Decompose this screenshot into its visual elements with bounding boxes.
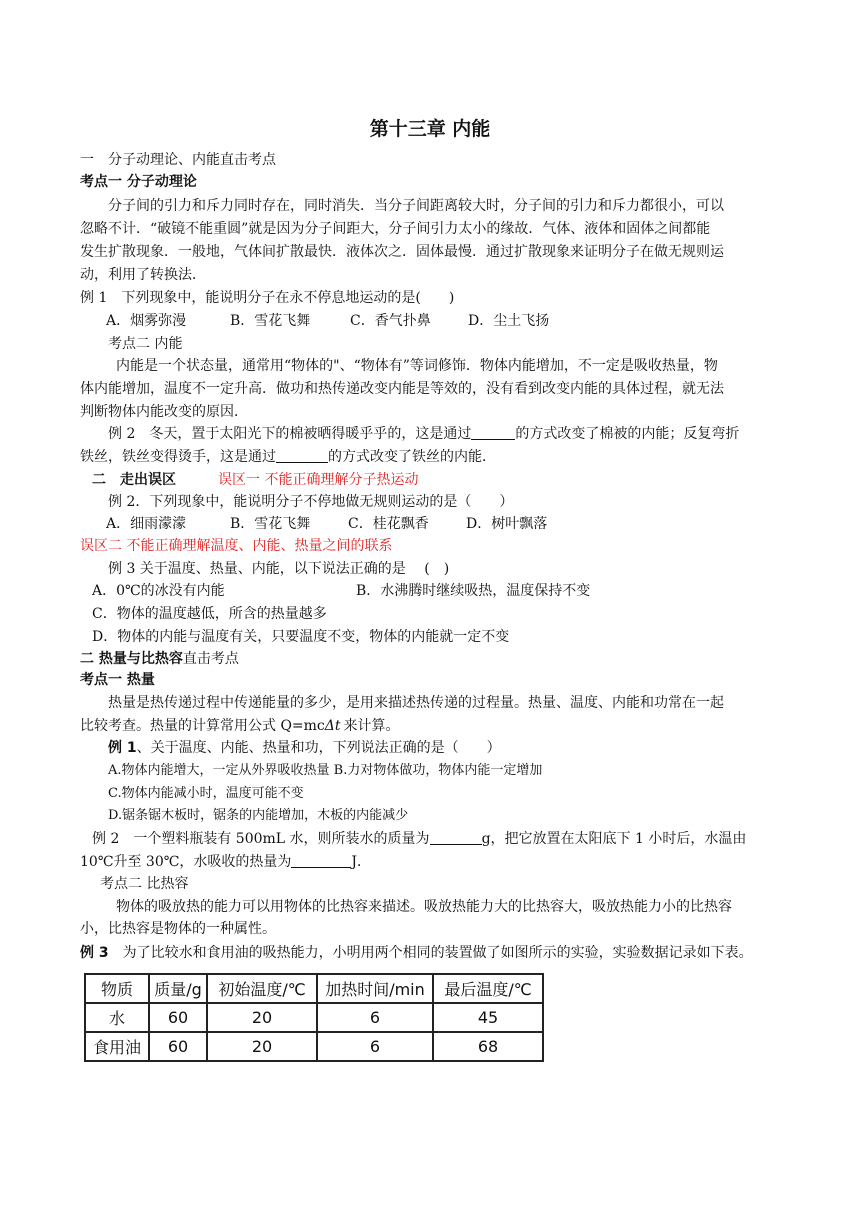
- question-text: J．: [351, 854, 372, 870]
- formula-text: 比较考查。热量的计算常用公式 Q=mc: [80, 718, 325, 734]
- example-label: 例 1: [108, 740, 137, 756]
- option-ab: A.物体内能增大，一定从外界吸收热量 B.力对物体做功，物体内能一定增加: [108, 763, 543, 778]
- delta-t-symbol: Δt: [324, 718, 341, 734]
- kaodian-heading-1: 考点一 分子动理论: [80, 174, 197, 190]
- option-a: A．0℃的冰没有内能: [92, 583, 225, 599]
- paragraph-line: 内能是一个状态量，通常用“物体的"、“物体有”等词修饰．物体内能增加，不一定是吸收热量，物: [116, 358, 718, 374]
- option-b: B．雪花飞舞: [230, 313, 311, 329]
- table-header-cell: 初始温度/℃: [207, 974, 317, 1003]
- section-heading-3: [80, 649, 239, 669]
- question-text: 为了比较水和食用油的吸热能力，小明用两个相同的装置做了如图所示的实验，实验数据记录如下表。: [108, 945, 753, 961]
- option-a: A．烟雾弥漫: [106, 313, 187, 329]
- question-text: 10℃升至 30℃，水吸收的热量为: [80, 854, 292, 870]
- question-text: 铁丝，铁丝变得烫手，这是通过: [80, 449, 276, 465]
- table-cell: 45: [433, 1003, 543, 1032]
- answer-blank: [471, 425, 515, 440]
- option-c: C．香气扑鼻: [350, 313, 431, 329]
- kaodian-heading-3: 考点一 热量: [80, 672, 155, 688]
- table-cell: 食用油: [85, 1032, 149, 1061]
- option-b: B．水沸腾时继续吸热，温度保持不变: [356, 583, 591, 599]
- paragraph-line: 物体的吸放热的能力可以用物体的比热容来描述。吸放热能力大的比热容大，吸放热能力小的比热容: [116, 899, 732, 915]
- example-question: [108, 424, 739, 444]
- table-cell: 6: [317, 1032, 433, 1061]
- table-cell: 6: [317, 1003, 433, 1032]
- table-cell: 60: [149, 1003, 207, 1032]
- example-question: [80, 447, 496, 467]
- option-d: D．尘土飞扬: [468, 313, 550, 329]
- paragraph-line: 分子间的引力和斥力同时存在，同时消失．当分子间距离较大时，分子间的引力和斥力都很小，可以: [108, 198, 724, 214]
- answer-blank: [291, 853, 351, 868]
- example-question: [80, 852, 371, 872]
- kaodian-heading-4: 考点二 比热容: [100, 876, 189, 892]
- paragraph-line: 动，利用了转换法．: [80, 267, 206, 283]
- section-heading-1: 一 分子动理论、内能直击考点: [80, 152, 276, 168]
- example-label: 例 3: [80, 945, 109, 961]
- table-header-cell: 加热时间/min: [317, 974, 433, 1003]
- chapter-title: 第十三章 内能: [369, 118, 491, 140]
- example-question: [92, 829, 746, 849]
- paragraph-line: 小，比热容是物体的一种属性。: [80, 921, 276, 937]
- option-d: D．物体的内能与温度有关，只要温度不变，物体的内能就一定不变: [92, 629, 510, 645]
- kaodian-heading-2: 考点二 内能: [108, 336, 183, 352]
- question-text: 、关于温度、内能、热量和功，下列说法正确的是（ ）: [136, 740, 501, 756]
- table-header-row: [85, 974, 543, 1003]
- option-c: C．物体的温度越低，所含的热量越多: [92, 606, 327, 622]
- data-table: [84, 973, 544, 1062]
- paragraph-line: 热量是热传递过程中传递能量的多少，是用来描述热传递的过程量。热量、温度、内能和功常在一起: [108, 695, 724, 711]
- option-d: D．树叶飘落: [466, 516, 548, 532]
- question-text: 的方式改变了棉被的内能；反复弯折: [515, 426, 740, 442]
- section-label-rest: 直击考点: [182, 651, 239, 667]
- question-text: 的方式改变了铁丝的内能．: [328, 449, 496, 465]
- paragraph-line: 判断物体内能改变的原因．: [80, 404, 248, 420]
- table-cell: 20: [207, 1032, 317, 1061]
- formula-text: 来计算。: [343, 718, 400, 734]
- table-cell: 60: [149, 1032, 207, 1061]
- question-text: 例 2 冬天，置于太阳光下的棉被晒得暖乎乎的，这是通过: [108, 426, 472, 442]
- pitfall-heading-2: 误区二 不能正确理解温度、内能、热量之间的联系: [80, 538, 393, 554]
- question-text: g，把它放置在太阳底下 1 小时后，水温由: [481, 831, 747, 847]
- option-c: C.物体内能减小时，温度可能不变: [108, 786, 304, 801]
- example-options: [106, 514, 547, 534]
- table-cell: 68: [433, 1032, 543, 1061]
- section-label: 二 热量与比热容: [80, 651, 183, 667]
- table-header-cell: 质量/g: [149, 974, 207, 1003]
- option-d: D.锯条锯木板时，锯条的内能增加，木板的内能减少: [108, 808, 409, 823]
- table-cell: 20: [207, 1003, 317, 1032]
- table-row: [85, 1003, 543, 1032]
- example-options: [106, 311, 549, 331]
- table-header-cell: 最后温度/℃: [433, 974, 543, 1003]
- answer-blank: [276, 448, 328, 463]
- example-question: 例 2．下列现象中，能说明分子不停地做无规则运动的是（ ）: [108, 494, 514, 510]
- option-c: C．桂花飘香: [348, 516, 429, 532]
- pitfall-heading-1: 误区一 不能正确理解分子热运动: [218, 472, 419, 488]
- paragraph-line: 体内能增加，温度不一定升高．做功和热传递改变内能是等效的，没有看到改变内能的具体过程，就无法: [80, 381, 724, 397]
- example-question: [80, 943, 753, 963]
- paragraph-line: 忽略不计．“破镜不能重圆”就是因为分子间距大，分子间引力太小的缘故．气体、液体和固体之间都能: [80, 221, 711, 237]
- paragraph-line: [80, 716, 400, 736]
- section-heading-2: [92, 470, 418, 490]
- answer-blank: [430, 830, 482, 845]
- option-b: B．雪花飞舞: [230, 516, 311, 532]
- question-text: 例 2 一个塑料瓶装有 500mL 水，则所装水的质量为: [92, 831, 430, 847]
- table-cell: 水: [85, 1003, 149, 1032]
- example-question: 例 3 关于温度、热量、内能，以下说法正确的是 ( ): [108, 561, 450, 577]
- option-a: A．细雨濛濛: [106, 516, 187, 532]
- table-header-cell: 物质: [85, 974, 149, 1003]
- section-label: 二 走出误区: [92, 472, 176, 488]
- table-row: [85, 1032, 543, 1061]
- example-question: [108, 738, 501, 758]
- example-question: 例 1 下列现象中，能说明分子在永不停息地运动的是( ): [80, 290, 455, 306]
- paragraph-line: 发生扩散现象．一般地，气体间扩散最快．液体次之．固体最慢．通过扩散现象来证明分子在做无规则运: [80, 244, 724, 260]
